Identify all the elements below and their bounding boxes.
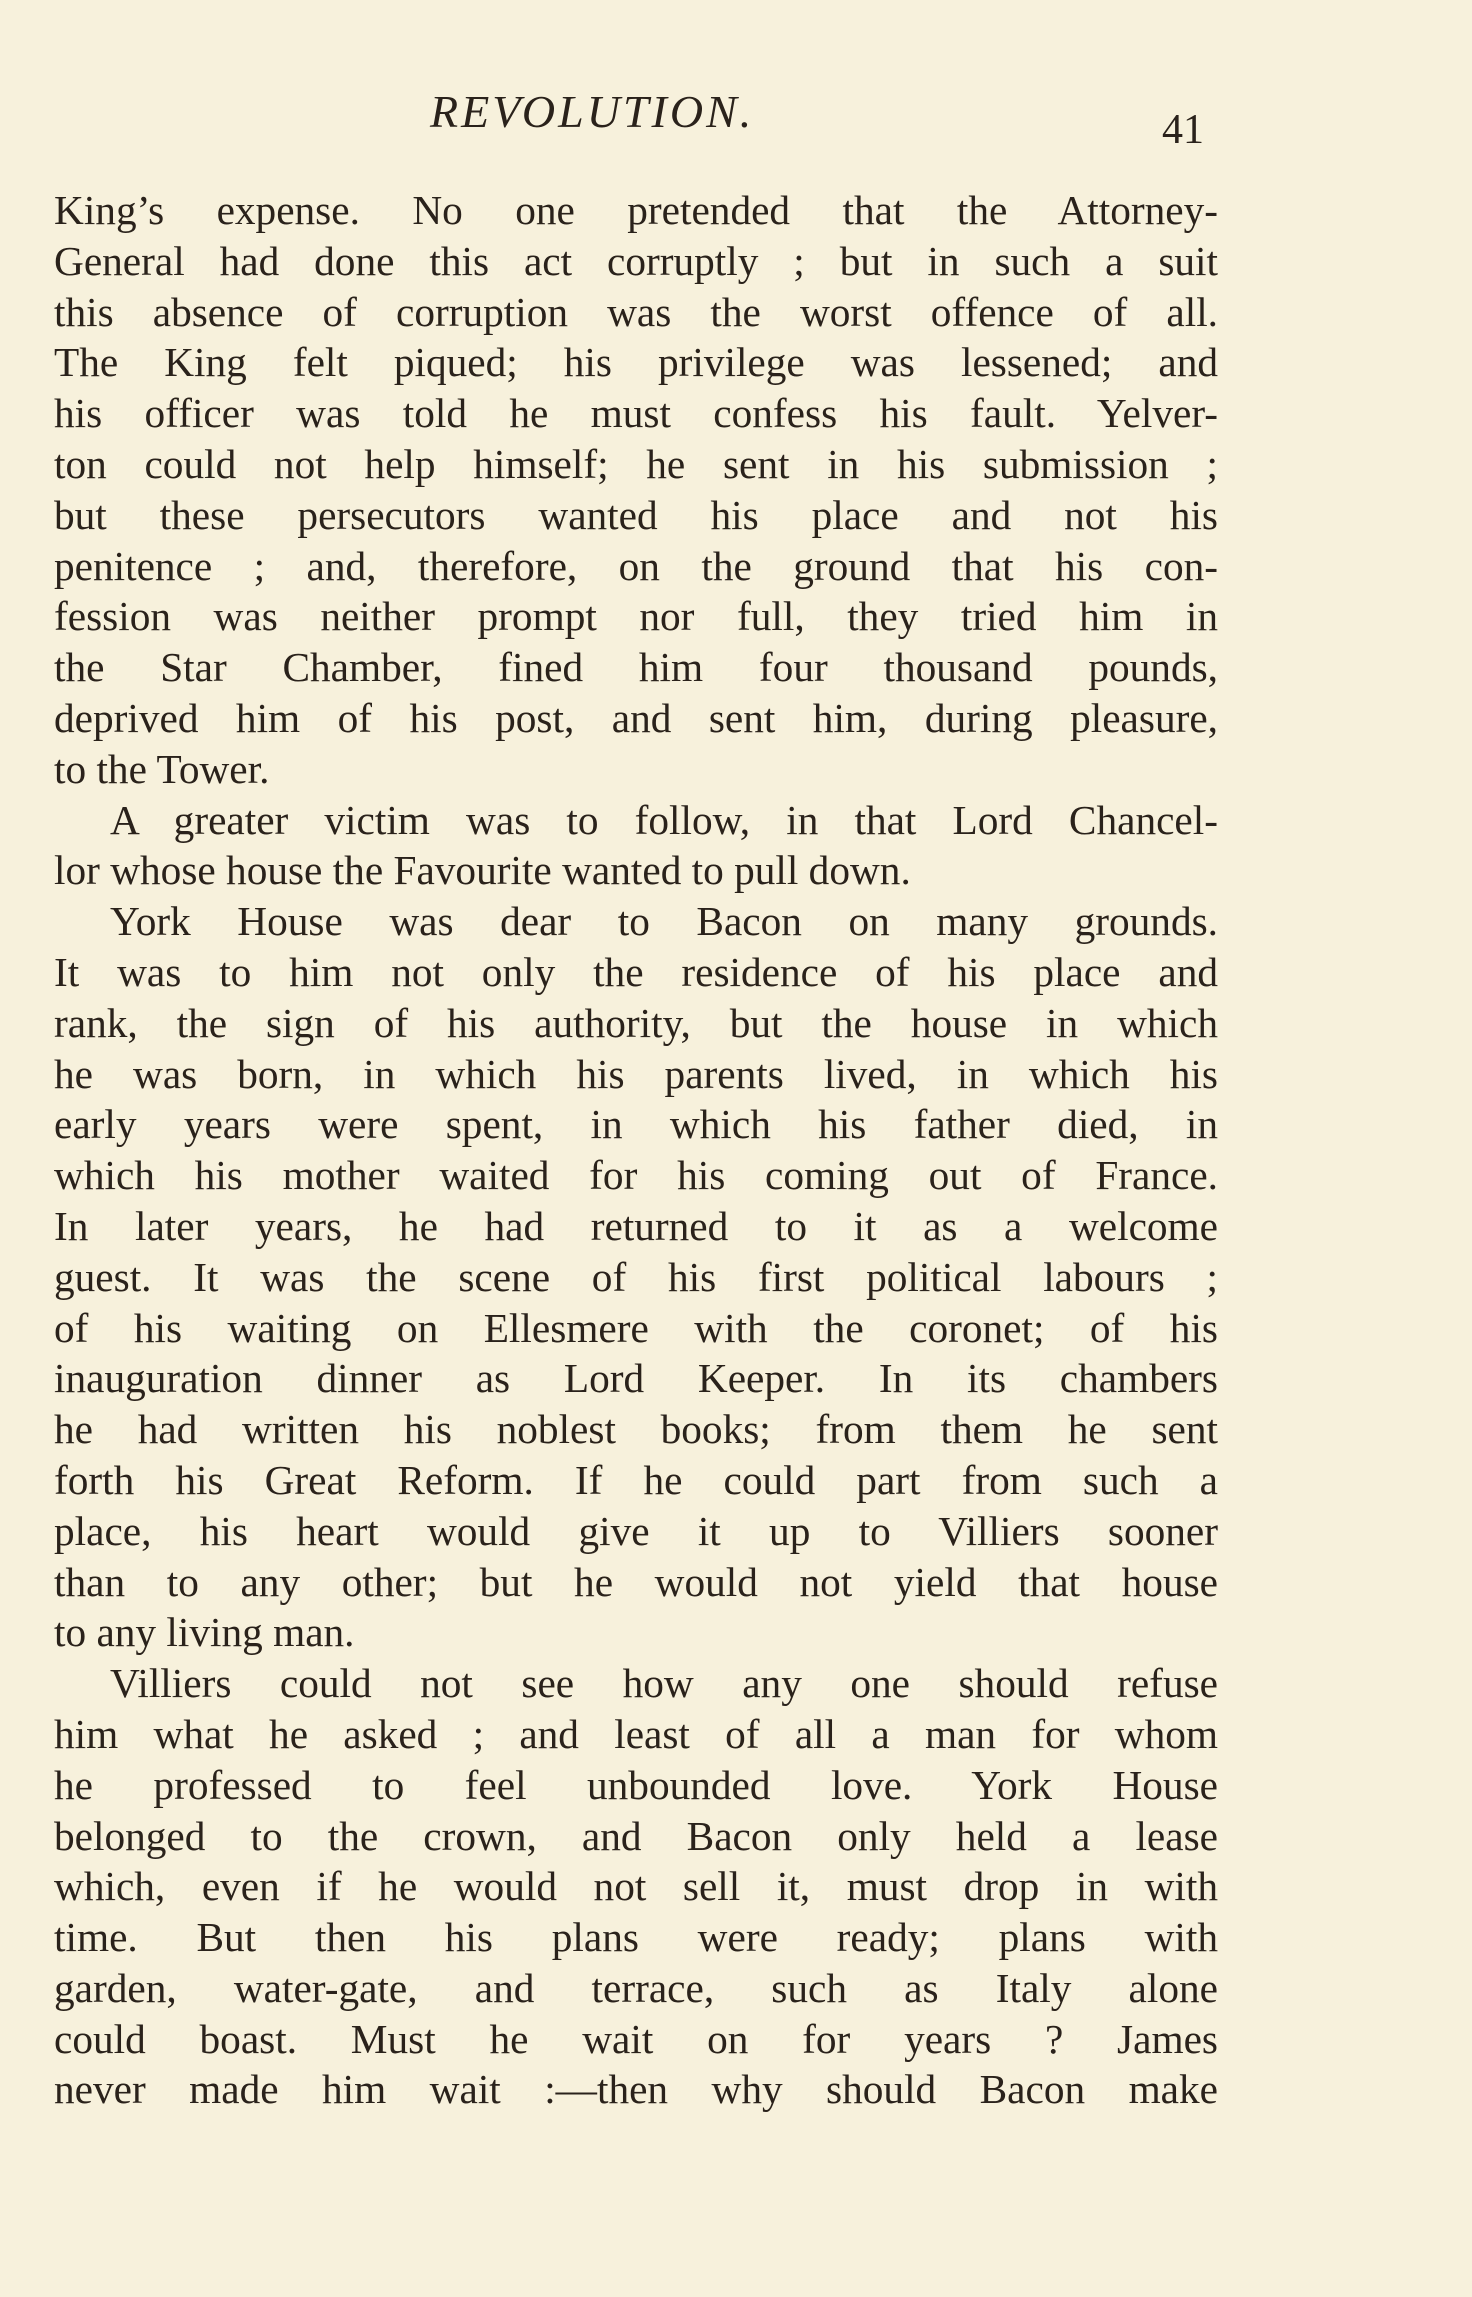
text-line: King’s expense. No one pretended that the Attorney- [54, 187, 1218, 233]
text-line: ton could not help himself; he sent in his submission ; [54, 440, 1218, 487]
paragraph-first-line: York House was dear to Bacon on many grounds. [110, 898, 1218, 945]
text-line: rank, the sign of his authority, but the house in which [54, 999, 1218, 1046]
text-line: early years were spent, in which his father died, in [54, 1101, 1218, 1148]
running-head [0, 82, 1472, 153]
text-line: he had written his noblest books; from them he sent [54, 1406, 1218, 1453]
text-line: penitence ; and, therefore, on the ground that his con- [54, 542, 1218, 589]
text-line: his officer was told he must confess his fault. Yelver- [54, 390, 1218, 437]
paragraph-first-line: Villiers could not see how any one should refuse [110, 1660, 1218, 1707]
text-line: him what he asked ; and least of all a man for whom [54, 1710, 1218, 1757]
text-line: of his waiting on Ellesmere with the coronet; of his [54, 1304, 1218, 1351]
text-line: guest. It was the scene of his first political labours ; [54, 1253, 1218, 1300]
text-line: but these persecutors wanted his place and not his [54, 491, 1218, 538]
text-line: place, his heart would give it up to Villiers sooner [54, 1507, 1218, 1554]
text-line: The King felt piqued; his privilege was lessened; and [54, 339, 1218, 386]
running-title: REVOLUTION. [430, 86, 755, 137]
text-line: never made him wait :—then why should Bacon make [54, 2066, 1218, 2113]
text-line: inauguration dinner as Lord Keeper. In its chambers [54, 1355, 1218, 1402]
text-line: he was born, in which his parents lived, in which his [54, 1050, 1218, 1097]
text-line: garden, water-gate, and terrace, such as Italy alone [54, 1964, 1218, 2011]
text-line: fession was neither prompt nor full, they tried him in [54, 593, 1218, 640]
text-line: which, even if he would not sell it, must drop in with [54, 1863, 1218, 1910]
body-text [54, 185, 1218, 2115]
text-line: the Star Chamber, fined him four thousand pounds, [54, 644, 1218, 691]
text-line: forth his Great Reform. If he could part from such a [54, 1456, 1218, 1503]
text-line: It was to him not only the residence of his place and [54, 948, 1218, 995]
text-line: In later years, he had returned to it as a welcome [54, 1202, 1218, 1249]
text-line: this absence of corruption was the worst offence of all. [54, 288, 1218, 335]
text-line: to any living man. [54, 1609, 355, 1656]
text-line: than to any other; but he would not yield that house [54, 1558, 1218, 1605]
text-line: to the Tower. [54, 745, 270, 792]
text-line: he professed to feel unbounded love. York House [54, 1761, 1218, 1808]
text-line: General had done this act corruptly ; but in such a suit [54, 237, 1218, 284]
text-line: deprived him of his post, and sent him, during pleasure, [54, 694, 1218, 741]
paragraph-first-line: A greater victim was to follow, in that Lord Chancel- [110, 796, 1218, 843]
text-line: belonged to the crown, and Bacon only held a lease [54, 1812, 1218, 1859]
page-number: 41 [1162, 107, 1204, 153]
text-line: could boast. Must he wait on for years ? James [54, 2015, 1218, 2062]
text-line: which his mother waited for his coming out of France. [54, 1152, 1218, 1199]
text-line: lor whose house the Favourite wanted to pull down. [54, 847, 911, 894]
text-line: time. But then his plans were ready; plans with [54, 1914, 1218, 1961]
